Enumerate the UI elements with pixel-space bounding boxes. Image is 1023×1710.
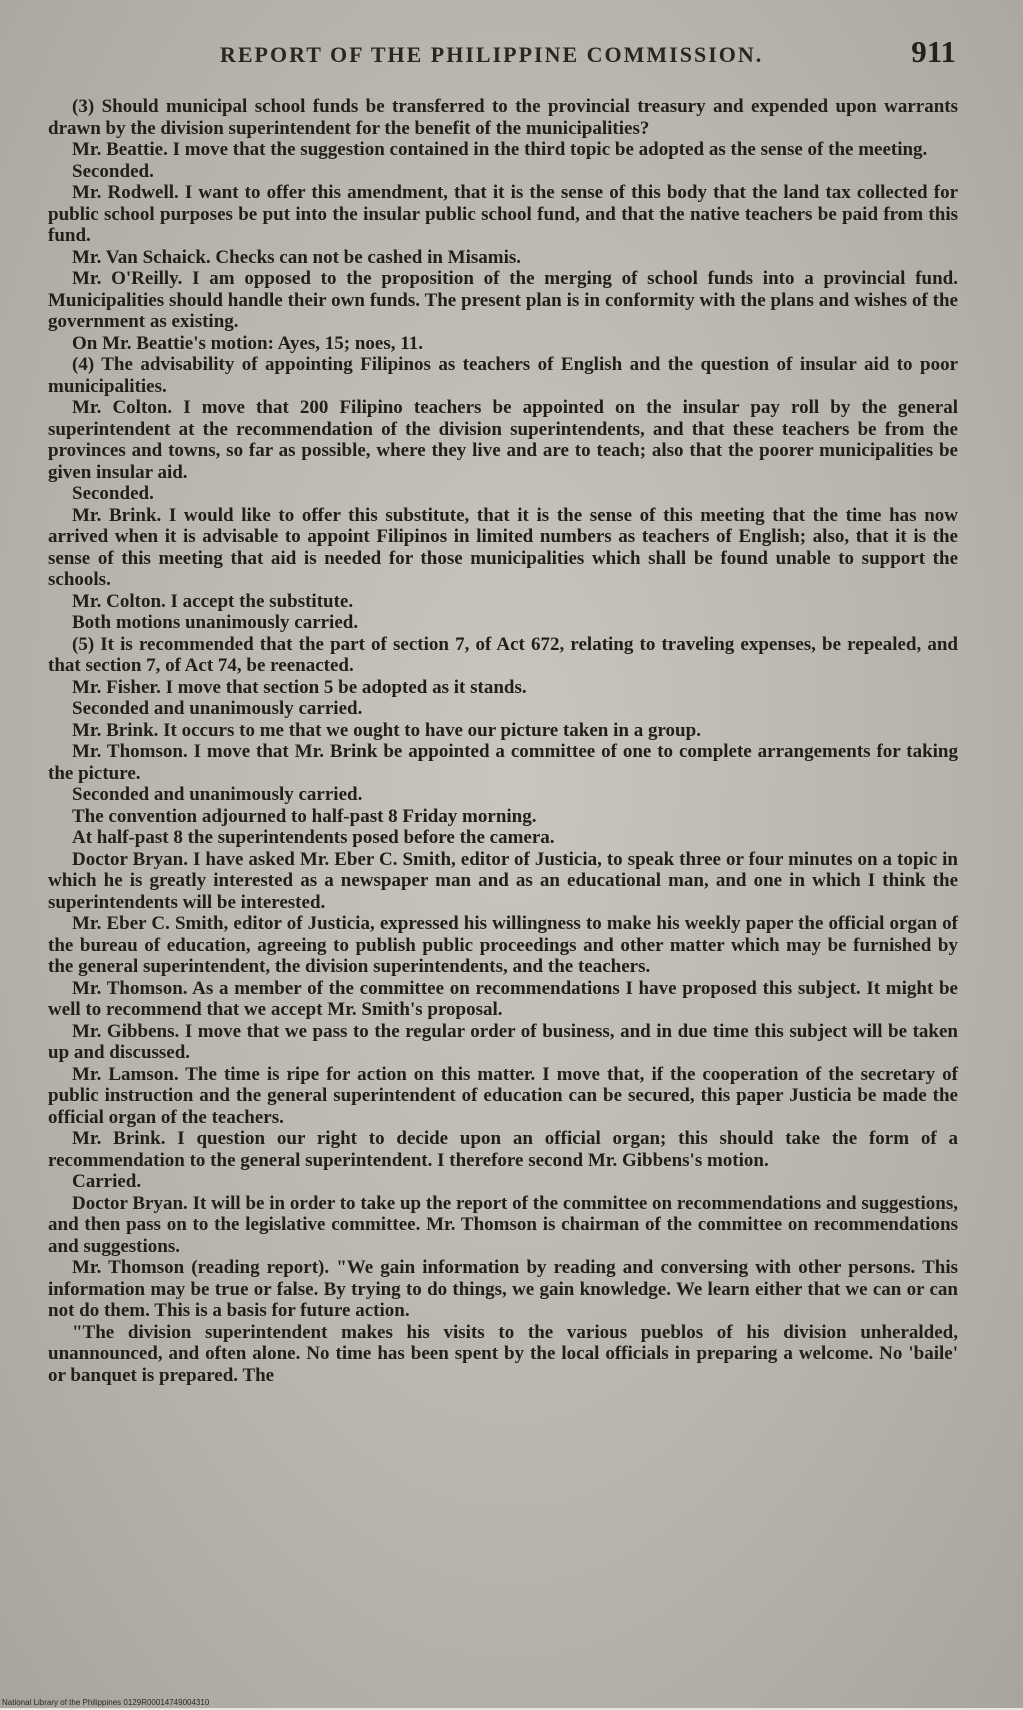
paragraph: Mr. Thomson (reading report). "We gain information by reading and conversing with other persons. This information may be true or false. By trying to do things, we gain knowledge. We learn either that we can or can not do them. This is a basis for future action. [48,1257,958,1321]
paragraph: Mr. Eber C. Smith, editor of Justicia, expressed his willingness to make his weekly paper the official organ of the bureau of education, agreeing to publish public proceedings and other matter which may be furnished by the general superintendent, the division superintendents, and the teachers. [48,913,958,977]
paragraph: Carried. [72,1171,142,1192]
paragraph: At half-past 8 the superintendents posed before the camera. [72,827,555,848]
paragraph: Mr. O'Reilly. I am opposed to the proposition of the merging of school funds into a provincial fund. Municipalities should handle their own funds. The present plan is in conformity with the plans and wishes of the government as existing. [48,268,958,332]
paragraph: Mr. Gibbens. I move that we pass to the regular order of business, and in due time this subject will be taken up and discussed. [48,1020,958,1063]
paragraph: Mr. Brink. It occurs to me that we ought to have our picture taken in a group. [72,719,701,741]
paragraph: Doctor Bryan. I have asked Mr. Eber C. Smith, editor of Justicia, to speak three or four minutes on a topic in which he is greatly interested as a newspaper man and as an educational man, and one in which I think the superintendents will be interested. [48,848,958,913]
paragraph: (5) It is recommended that the part of section 7, of Act 672, relating to traveling expenses, be repealed, and that section 7, of Act 74, be reenacted. [48,633,958,676]
paragraph: Mr. Van Schaick. Checks can not be cashed in Misamis. [72,246,522,268]
paragraph: Seconded. [72,160,154,182]
paragraph: Mr. Colton. I move that 200 Filipino teachers be appointed on the insular pay roll by the general superintendent at the recommendation of the division superintendents, and that these teachers be from the provinces and towns, so far as possible, where they live and are to teach; also that the poorer municipalities be given insular aid. [48,397,958,483]
scan-credit: National Library of the Philippines 0129R00014749004310 [2,1698,210,1707]
paragraph: Mr. Rodwell. I want to offer this amendment, that it is the sense of this body that the land tax collected for public school purposes be put into the insular public school fund, and that the native teachers be paid from this fund. [48,182,958,246]
paragraph: Mr. Lamson. The time is ripe for action on this matter. I move that, if the cooperation of the secretary of public instruction and the general superintendent of education can be secured, this paper Justicia be made the official organ of the teachers. [48,1063,958,1128]
paragraph: Mr. Thomson. I move that Mr. Brink be appointed a committee of one to complete arrangements for taking the picture. [48,741,958,784]
paragraph: Seconded and unanimously carried. [72,784,363,805]
paragraph: "The division superintendent makes his visits to the various pueblos of his division unheralded, unannounced, and often alone. No time has been spent by the local officials in preparing a welcome. No 'baile' or banquet is prepared. The [48,1321,958,1386]
paragraph: Mr. Thomson. As a member of the committee on recommendations I have proposed this subject. It might be well to recommend that we accept Mr. Smith's proposal. [48,977,958,1020]
paragraph: Both motions unanimously carried. [72,612,359,633]
paragraph: (3) Should municipal school funds be transferred to the provincial treasury and expended upon warrants drawn by the division superintendent for the benefit of the municipalities? [48,96,958,139]
paragraph: Seconded. [72,483,154,504]
paragraph: Mr. Beattie. I move that the suggestion contained in the third topic be adopted as the sense of the meeting. [72,139,928,160]
running-head: REPORT OF THE PHILIPPINE COMMISSION. [220,42,764,67]
page-number: 911 [911,34,956,69]
paragraph: Mr. Brink. I question our right to decide upon an official organ; this should take the form of a recommendation to the general superintendent. I therefore second Mr. Gibbens's motion. [48,1128,958,1171]
body-text [48,96,958,1386]
paragraph: Seconded and unanimously carried. [72,698,363,719]
paragraph: Mr. Fisher. I move that section 5 be adopted as it stands. [72,676,527,698]
page-header [48,34,956,74]
paragraph: Mr. Brink. I would like to offer this substitute, that it is the sense of this meeting that the time has now arrived when it is advisable to appoint Filipinos in limited numbers as teachers of English; also, that it is the sense of this meeting that aid is needed for those municipalities which shall be found unable to support the schools. [48,504,958,590]
paragraph: On Mr. Beattie's motion: Ayes, 15; noes, 11. [72,332,423,354]
paragraph: Doctor Bryan. It will be in order to take up the report of the committee on recommendations and suggestions, and then pass on to the legislative committee. Mr. Thomson is chairman of the committee on recommendations and suggestions. [48,1192,958,1257]
paragraph: The convention adjourned to half-past 8 Friday morning. [72,805,537,827]
paragraph: Mr. Colton. I accept the substitute. [72,590,354,612]
paragraph: (4) The advisability of appointing Filipinos as teachers of English and the question of insular aid to poor municipalities. [48,354,958,397]
